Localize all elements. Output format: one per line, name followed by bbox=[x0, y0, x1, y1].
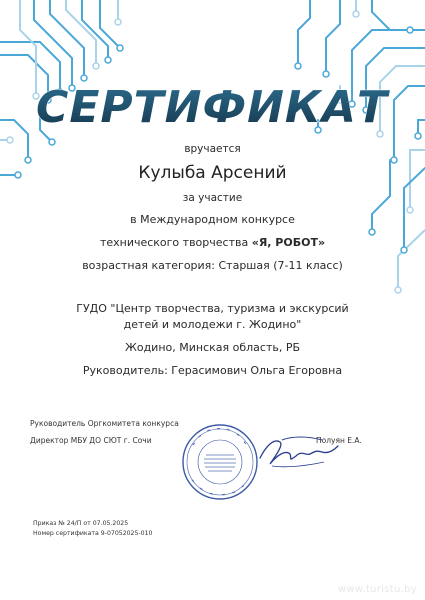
awarded-to-text: вручается bbox=[184, 143, 241, 155]
age-category: возрастная категория: Старшая (7-11 класс) bbox=[82, 259, 343, 272]
signature bbox=[252, 428, 342, 474]
certificate-number: Номер сертификата 9-07052025-010 bbox=[33, 530, 153, 537]
official-stamp bbox=[180, 422, 260, 502]
title-text: СЕРТИФИКАТ bbox=[36, 82, 388, 133]
location-text: Жодино, Минская область, РБ bbox=[124, 341, 301, 354]
participation-text: за участие bbox=[182, 192, 243, 204]
contest-prefix: технического творчества bbox=[99, 236, 249, 249]
recipient-name: Кулыба Арсений bbox=[138, 163, 287, 183]
certificate-title bbox=[0, 78, 425, 138]
order-number: Приказ № 24/П от 07.05.2025 bbox=[33, 520, 129, 527]
contest-line-2 bbox=[0, 236, 425, 249]
institution-line-2: детей и молодежи г. Жодино" bbox=[123, 318, 302, 331]
institution-line-1: ГУДО "Центр творчества, туризма и экскурсий bbox=[76, 302, 349, 315]
director-label: Директор МБУ ДО СЮТ г. Сочи bbox=[30, 436, 152, 445]
supervisor-text: Руководитель: Герасимович Ольга Егоровна bbox=[82, 364, 343, 377]
signer-name: Полуян Е.А. bbox=[316, 436, 362, 445]
watermark: www.turistu.by bbox=[337, 584, 417, 595]
contest-line-1: в Международном конкурсе bbox=[130, 213, 295, 226]
contest-name: «Я, РОБОТ» bbox=[251, 236, 326, 249]
committee-head-label: Руководитель Оргкомитета конкурса bbox=[30, 419, 179, 428]
